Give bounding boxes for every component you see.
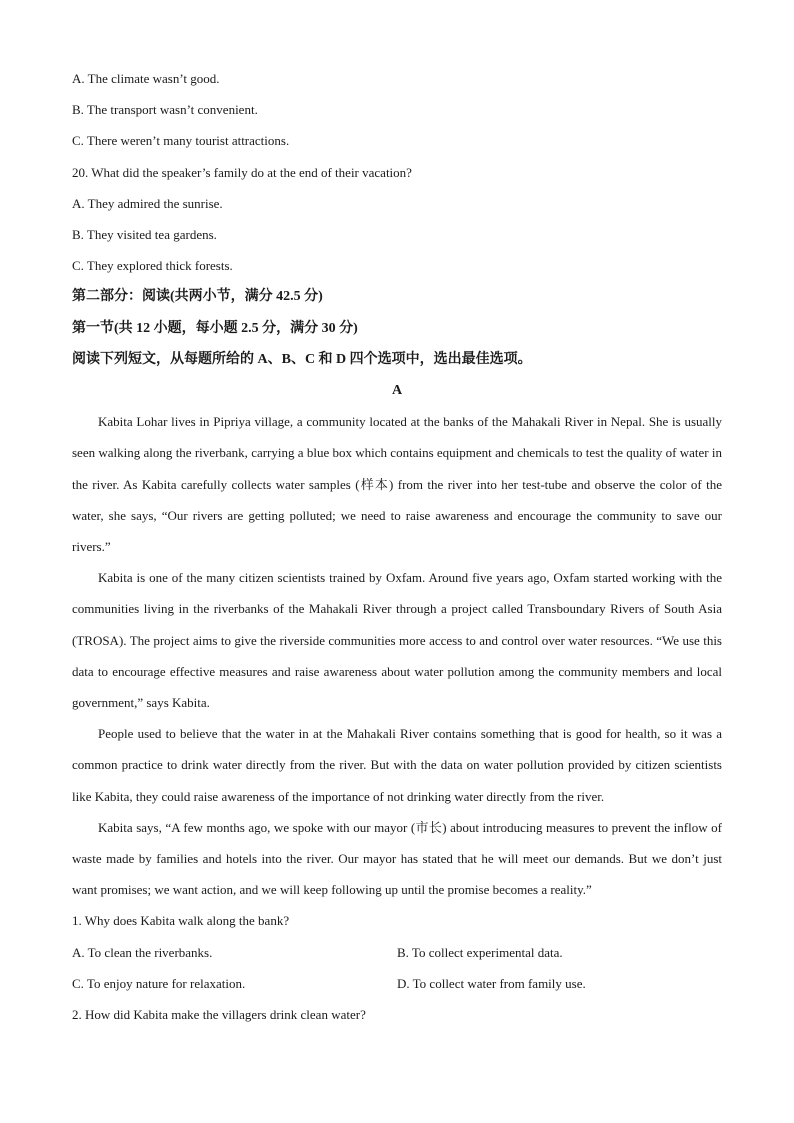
passage-paragraph-2: Kabita is one of the many citizen scientists trained by Oxfam. Around five years ago, Oxfam started working with the communities living in the riverbanks of the Mahakali River through a project called Transboundary Rivers of South Asia (TROSA). The project aims to give the riverside communities more access to and control over water resources. “We use this data to encourage effective measures and raise awareness about water pollution among the community members and local government,” says Kabita. xyxy=(72,570,722,711)
passage-label: A xyxy=(391,383,403,399)
q20-question: 20. What did the speaker’s family do at the end of their vacation? xyxy=(72,164,412,180)
q20-option-c: C. They explored thick forests. xyxy=(72,258,233,274)
q1-option-b: B. To collect experimental data. xyxy=(397,944,563,960)
q1-option-c: C. To enjoy nature for relaxation. xyxy=(72,975,246,991)
part-heading: 第二部分：阅读(共两小节，满分 42.5 分) xyxy=(72,289,323,305)
q20-option-b: B. They visited tea gardens. xyxy=(72,227,217,243)
q1-question: 1. Why does Kabita walk along the bank? xyxy=(72,913,290,929)
q19-option-a: A. The climate wasn’t good. xyxy=(72,71,220,86)
exam-page xyxy=(72,63,722,1030)
q19-option-b: B. The transport wasn’t convenient. xyxy=(72,102,258,118)
passage-paragraph-4: Kabita says, “A few months ago, we spoke with our mayor (市长) about introducing measures to prevent the inflow of waste made by families and hotels into the river. Our mayor has stated that he will meet our demands. But we don’t just want promises; we want action, and we will keep following up until the promise becomes a reality.” xyxy=(72,819,722,898)
q2-question: 2. How did Kabita make the villagers drink clean water? xyxy=(72,1007,366,1023)
q1-option-d: D. To collect water from family use. xyxy=(397,975,586,991)
q20-option-a: A. They admired the sunrise. xyxy=(72,195,223,211)
q19-option-c: C. There weren’t many tourist attractions. xyxy=(72,133,290,149)
passage-paragraph-3: People used to believe that the water in at the Mahakali River contains something that is good for health, so it was a common practice to drink water directly from the river. But with the data on water pollution provided by citizen scientists like Kabita, they could raise awareness of the importance of not drinking water directly from the river. xyxy=(72,726,722,804)
instruction: 阅读下列短文，从每题所给的 A、B、C 和 D 四个选项中，选出最佳选项。 xyxy=(72,351,532,367)
q1-options-row-1 xyxy=(72,937,722,968)
q1-options-row-2 xyxy=(72,968,722,999)
q1-option-a: A. To clean the riverbanks. xyxy=(72,944,213,960)
sub-heading: 第一节(共 12 小题，每小题 2.5 分，满分 30 分) xyxy=(72,320,358,336)
passage-paragraph-1: Kabita Lohar lives in Pipriya village, a community located at the banks of the Mahakali River in Nepal. She is usually seen walking along the riverbank, carrying a blue box which contains equipment and chemicals to test the quality of water in the river. As Kabita carefully collects water samples (样本) from the river into her test-tube and observe the color of the water, she says, “Our rivers are getting polluted; we need to raise awareness and encourage the community to save our rivers.” xyxy=(72,414,722,555)
